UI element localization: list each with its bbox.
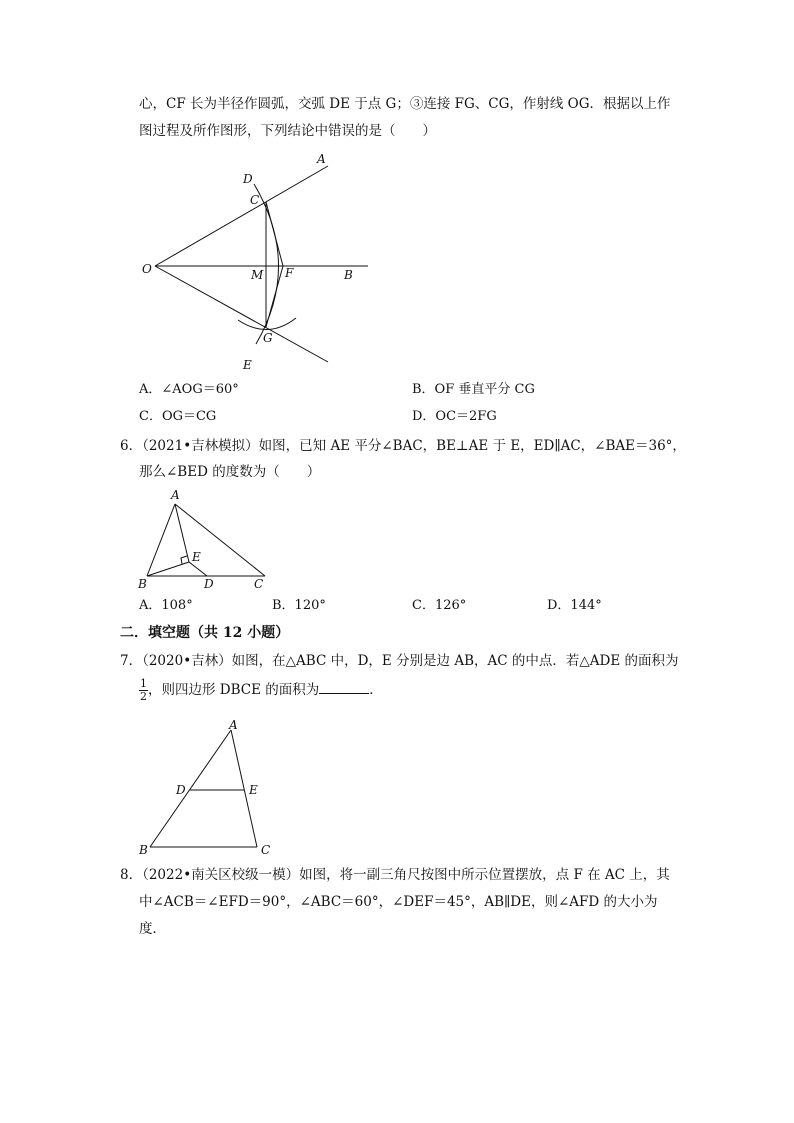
- q5-figure: [130, 148, 380, 378]
- q7-stem-end: ．: [369, 682, 383, 698]
- ray-oa: [155, 166, 328, 266]
- q7-fraction: [139, 678, 148, 703]
- label-c: C: [261, 843, 271, 857]
- q5-option-b: B．OF 垂直平分 CG: [412, 382, 535, 397]
- label-o: O: [142, 262, 152, 276]
- section-title: 二．填空题（共 12 小题）: [120, 625, 290, 641]
- label-b: B: [138, 577, 147, 591]
- label-d: D: [204, 577, 214, 591]
- label-a: A: [229, 718, 238, 732]
- q8-stem-line2: 中∠ACB＝∠EFD＝90°，∠ABC＝60°，∠DEF＝45°，AB∥DE，则∠AFD 的大小为: [139, 894, 658, 910]
- q6-option-c: C．126°: [412, 598, 467, 613]
- q7-stem-tail: ，则四边形 DBCE 的面积为: [148, 682, 320, 698]
- label-a: A: [317, 152, 326, 166]
- label-g: G: [263, 331, 273, 345]
- segment-ab: [147, 504, 175, 576]
- q6-stem-line1: 6．（2021•吉林模拟）如图，已知 AE 平分∠BAC，BE⊥AE 于 E，ED∥AC，∠BAE＝36°，: [120, 438, 686, 454]
- q7-fraction-den: 2: [140, 690, 147, 703]
- label-d: D: [243, 172, 253, 186]
- label-m: M: [251, 268, 264, 282]
- segment-be: [147, 562, 189, 576]
- label-f: F: [285, 266, 294, 280]
- label-e: E: [243, 358, 252, 372]
- q8-stem-line3: 度．: [139, 921, 166, 937]
- segment-ae: [175, 504, 189, 562]
- q6-option-b: B．120°: [272, 598, 326, 613]
- label-a: A: [171, 488, 180, 502]
- q7-figure: [130, 718, 280, 858]
- q6-option-d: D．144°: [547, 598, 602, 613]
- q6-option-a: A．108°: [139, 598, 193, 613]
- ray-oe: [155, 266, 328, 362]
- segment-ab: [150, 730, 231, 847]
- q5-option-c: C．OG＝CG: [139, 409, 217, 424]
- label-e: E: [192, 550, 201, 564]
- q7-fraction-num: 1: [140, 677, 147, 690]
- q5-option-d: D．OC＝2FG: [412, 409, 497, 424]
- segment-ed: [189, 562, 207, 576]
- segment-ac: [175, 504, 265, 576]
- q8-stem-line1: 8．（2022•南关区校级一模）如图，将一副三角尺按图中所示位置摆放，点 F 在 AC 上，其: [120, 867, 670, 883]
- q7-answer-blank: [319, 679, 369, 694]
- q7-stem-line1: 7．（2020•吉林）如图，在△ABC 中，D，E 分别是边 AB，AC 的中点．若△ADE 的面积为: [120, 653, 679, 669]
- label-d: D: [176, 783, 186, 797]
- q5-stem-line2: 图过程及所作图形，下列结论中错误的是（ ）: [139, 123, 436, 139]
- label-b: B: [139, 843, 148, 857]
- q6-figure: [130, 484, 280, 594]
- label-e: E: [249, 783, 258, 797]
- q7-stem-line2: [139, 678, 383, 703]
- q5-stem-line1: 心，CF 长为半径作圆弧，交弧 DE 于点 G；③连接 FG、CG，作射线 OG．根据以上作: [139, 96, 671, 112]
- q6-stem-line2: 那么∠BED 的度数为（ ）: [139, 464, 321, 480]
- label-c: C: [254, 577, 264, 591]
- label-b: B: [344, 268, 353, 282]
- label-c: C: [250, 193, 260, 207]
- q5-option-a: A．∠AOG＝60°: [139, 382, 239, 397]
